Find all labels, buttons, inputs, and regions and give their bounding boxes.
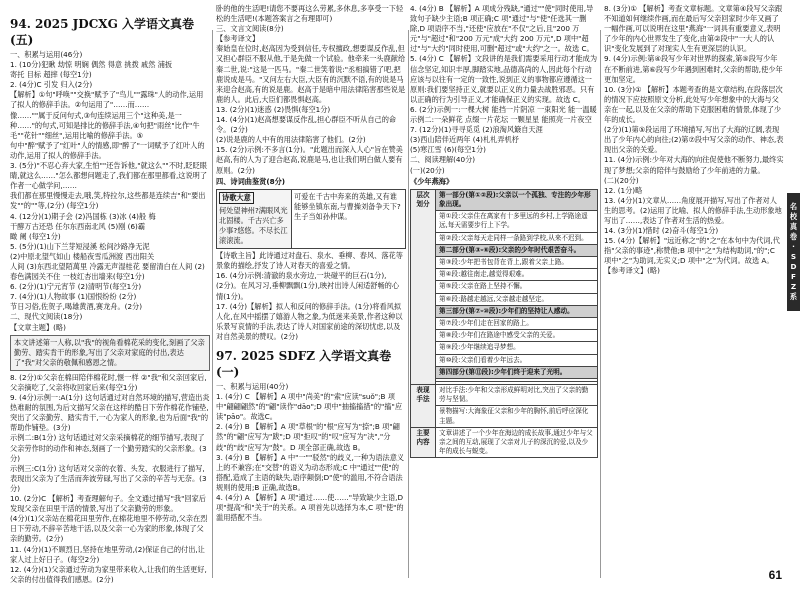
side-tab-char: 校 [789,212,798,221]
para-10: 第⑩段:父亲们看着少年远去。 [436,354,598,366]
col1-lines-2 [10,373,210,585]
text-line: 6. (2分)(1)宁元宵节 (2)清明节(每空1分) [10,282,142,292]
para-7: 第⑦段:少年们走在回家的路上。 [436,317,598,329]
para-6: 第⑥段:路越走越远,父亲越走越坚定。 [436,293,598,305]
text-line: 9. (4分)示例一:A(1分) 这句话通过对自然环境的描写,营造出炎热难耐的氛围,为后文描写父亲在这样的酷日下劳作棉花作铺垫,突出了父亲勤劳、踏实肯干,一心为家人的形象,也为后面"我"的帮助作铺垫。(3分) [10,393,210,433]
text-line: 12. (1分)略 [604,185,643,195]
label-layers: 层次划分 [411,189,436,384]
text-line: (3)西山陪伴近两年 (4)札札弄机杼 [410,135,519,145]
technique-1: 对比手法:少年和父亲形成鲜明对比,突出了父亲的勤劳与坚韧。 [436,384,598,405]
text-line: 14. (3分)(1)惜时 (2)奋斗(每空1分) [604,226,719,236]
text-line: (一)(20分) [410,165,445,175]
text-line: 2. (4分) B 【解析】A 项"草根"的"根"应写为"捺";B 项"翩然"的"翩"应写为"跋";D 项"拒叹"的"叹"应写为"决","分歧"的"歧"应写为"鼓"。D 项全部正确,故选 B。 [216,422,400,452]
para-9: 第⑨段:少年继续追寻梦想。 [436,342,598,354]
text-line: 干酵万古还恐 任尔东西南北风 (5)刚 (6)霸 [10,221,146,231]
col4-lines [604,4,784,277]
text-line: 示例二:B(1分) 这句话通过对父亲采摘棉花的细节描写,表现了父亲劳作时的动作和神态,刻画了一个勤劳踏实的父亲形象。(3分) [10,433,207,463]
para-3: 第③段:少年把书包背在背上,跟着父亲上路。 [436,256,598,268]
text-line: 2. (4分)C 引发 归入(2分) [10,80,93,90]
text-line: 11. (4分)(1)不顾烈日,坚持在地里劳动,(2)保证自己的付出,让家人过上好日子。(每空2分) [10,544,205,564]
col1-lines [10,50,210,333]
text-line: (5)寒江雪 (6)(每空1分) [410,145,486,155]
side-tab-label [787,193,800,311]
text-line: 15. (4分)【解析】"远近称之"的"之"在本句中为代词,代指"父亲的事迹",称赞他;B 项中"之"为结构助词,"的";C 项中"之"为助词,无实义;D 项中"之"为代词。故选 A。 [604,236,780,266]
translation-text: 秦始皇在位时,赵高因为受到信任,专权擅政,想要谋反作乱,但又担心群臣不服从他,于是先做一个试验。他牵来一头鹿献给秦二世,说:"这是一匹马。"秦二世笑着说:"丞相搞错了吧,把鹿说成是马。"又问左右大臣,大臣有的沉默不语,有的说是马来迎合赵高,有的说是鹿。赵高于是暗中用法律陷害那些说是鹿的人。此后,大臣们都畏惧赵高。 [216,44,406,104]
text-line: 【解析】①句"呼唤""交换"赋予了"鸟儿""露珠"人的动作,运用了拟人的修辞手法。②句运用了"……而…… [10,90,204,110]
text-line: 瞰 阑 (每空1分) [10,231,61,241]
col2-poem-lines [216,251,406,342]
text-line: (2)说是鹿的人中有的用法律陷害了他们。(2分) [216,135,366,145]
part1-heading: 第一部分(第①②段):父亲以一个孤独、专注的少年形象出现。 [436,189,598,210]
text-line: 5. (5分)(1)山下兰芽短浸溪 松间沙路净无泥 [10,241,150,251]
paper-title-97: 97. 2025 SDFZ 入学语文真卷(一) [216,349,392,379]
col2-top-lines [216,4,406,44]
text-line: 一、积累与运用(46分) [10,50,83,59]
para-1: 第①段:父亲住在离家有十多里远的乡村,上学路途遥远,每天需要步行上下学。 [436,211,598,232]
text-line: 二、现代文阅读(18分) [10,312,83,322]
text-line: 【参考译文】(略) [604,266,660,276]
text-line: 12. (4分)(1)父亲通过劳动为家里带来收入,让我们的生活更好,父亲的付出值得我们感恩。(2分) [10,564,207,584]
text-line: 三、文言文阅读(8分) [216,24,284,34]
text-line: 13. (4分)(1)文章从……角度展开描写,写出了作者对人生的思考。(2)运用了比喻、拟人的修辞手法,生动形象地写出了……,表达了作者对生活的热爱。 [604,195,782,225]
text-line: 3. (5分)"不忍心弃大家,生怕""还告诉他,"就这么""不时,眨眨眼睛,就这么……"怎么都想问题走了,我们都在那里都看,这说明了作者一心做学问,…… [10,161,208,191]
text-line: 【文章主题】(略) [10,322,66,332]
structure-table [410,189,598,459]
label-technique: 表现手法 [411,384,436,427]
page-number: 61 [768,568,782,582]
column-3 [410,4,598,592]
column-divider-3 [600,30,601,578]
text-line: 7. (12分)(1)寻寻觅觅 (2)浪淘风簸自天涯 [410,125,543,135]
text-line: 8. (2分)①父亲在棉田陪伴棉花时,惬一样 ②"我"和父亲回家后,父亲摘吃了,父亲将收回家后来(每空1分) [10,372,207,392]
poem-box [216,189,406,249]
text-line: 9. (4分)示例:第④段写少年对世界的探索,第⑤段写少年在不断前进,第⑥段写少年遇到困难时,父亲的帮助,使少年更加坚定。 [604,54,783,84]
para-8: 第⑧段:少年们在路途中感受父亲的关爱。 [436,330,598,342]
side-tab-char: Z [790,282,797,291]
text-line: (二)(20分) [604,175,639,185]
side-tab-char: F [791,272,796,281]
summary-box: 本文讲述第一人称,以"我"的视角看棉花采的变化,刻画了父亲勤劳、踏实肯干的形象,写出了父亲对家庭的付出,表达了"我"对父亲的敬佩和感恩之情。 [10,335,210,371]
poem-left [217,190,292,248]
side-tab-char: 卷 [789,232,798,241]
para-2: 第②段:父亲每天走同样一条路到学校,从来不迟到。 [436,232,598,244]
paper-title-94: 94. 2025 JDCXG 入学语文真卷(五) [10,17,195,47]
column-2 [216,4,406,592]
text-line: 3. (4分) B 【解析】A 中"一""驳然"的歧义,一种为语法意义上的不兼容;在"交替"的语义为动态形成;C 中"通过""使"的搭配,造成了主语的缺失,语序颠倒;D"使"的滥用,不符合语法规则的使用;B 正确,故选B。 [216,452,405,492]
text-line: 6. (2分)示例一:一棵大树 能挡一片阴凉 一束阳光 能一温暖 示例二:一朵鲜花 点缀一片花坛 一颗星星 能照亮一片夜空 [410,104,597,125]
text-line: 17. (4分)【解析】拟人和反问的修辞手法。(1分)将看风拟人化,在风中摇摆了嬉游人物之象,为低迷来美景,作者这种以乐景写哀情的手法,表达了诗人对国家前途的深切忧虑,以及对自然美景的赞叹。(2分) [216,301,403,341]
text-line: 节日习俗,佐贺子,喝雄黄酒,赛龙舟。(2分) [10,302,143,312]
text-line: 4. (12分)(1)期子会 (2)冯国栋 (3)冰 (4)般 梅 [10,211,156,221]
col3-lines [410,4,598,176]
text-line: 寄托 目标 超摔 (每空1分) [10,70,92,80]
column-divider-1 [212,30,213,578]
text-line: 【参考译文】 [216,34,260,44]
side-tab-char: · [792,242,795,251]
para-4: 第④段:越往南走,越觉得艰难。 [436,269,598,281]
text-line: (2分)。在风习习,垂柳飘飘(1分),映衬出诗人闲适舒畅的心情(1分)。 [216,281,400,301]
text-line: 4. (4分) B 【解析】A 项成分残缺,"通过""使"同时使用,导致句子缺少主语;B 项正确;C 项"通过"与"使"任选其一删除,D 项语序不当,"还使"应放在"不仅"之后,且"200 万元"与"超过"和"200 万元"成"大约 200 万元",D 项中"超过"与"大约"同时使用,可删"超过"或"大约"之一。故选 C。 [410,4,594,54]
text-line: 二、阅读理解(40分) [410,155,476,165]
text-line: 我们都在那里慢慢走去,哦,笑,特拉尔,这些都是连续吉"和"要出发""的""等,(2分) (每空1分) [10,191,206,211]
text-line: 11. (4分)示例:少年对大海的向往促使他不断努力,最终实现了梦想;父亲的陪伴与鼓励给了少年前进的力量。 [604,155,784,175]
column-1 [10,4,210,592]
poem-section-title: 四、诗词曲鉴赏(8分) [216,176,286,186]
text-line: 10. (3分)① 【解析】本题考查的是文章结构,在段落层次的情况下应按照原文分析,此处写少年想象中的大海与父亲在一起,以及在父亲的帮助下克服困难的情景,体现了少年的成长。 [604,84,783,125]
text-line: (2分)(1)第⑤段运用了环境描写,写出了大海的辽阔,表现出了少年内心的向往;(2)第⑦段中写父亲的动作、神态,表现出父亲的关爱。 [604,125,784,155]
poem-right-text: 可爱在千古中奔来的英雄,又有谁能够坐镇东南,与曹操刘备争天下?生子当如孙仲谋。 [294,191,401,221]
text-line: 16. (4分)示例:清澈的泉水旁边,一块碰平的巨石(1分), [216,271,387,281]
text-line: 卧的他的生活吧!请您不要再这么劳累,多休息,多享受一下轻松的生活吧!(本题答案言之有理即可) [216,4,404,24]
part2-heading: 第二部分(第③-⑥段):父亲的少年时代艰苦奋斗。 [436,244,598,256]
technique-2: 景物描写:大海象征父亲和少年的胸怀,前后呼应深化主题。 [436,406,598,427]
part4-heading: 第四部分(第⑪段):少年们终于迎来了光明。 [436,366,598,378]
side-tab-char: 名 [789,202,798,211]
label-content: 主要内容 [411,427,436,458]
text-line: 13. (2分)(1)迷惑 (2)畏惧(每空1分) [216,104,331,114]
poem-head: 诗歌大意 [219,192,254,204]
text-line: 14. (4分)(1)赵高想要谋反作乱,担心群臣不听从自己的命令。(2分) [216,115,397,135]
reading-title: 《少年燕海》 [410,176,454,186]
poem-left-text: 何处望神州?满眼风光北固楼。千古兴亡多少事?悠悠。不尽长江滚滚流。 [219,205,288,246]
text-line: 10. (2分)C 【解析】考查理解句子。全文通过描写"我"回家后发现父亲在田里干活的情景,写出了父亲勤劳的形象。 [10,494,206,514]
main-content: 文章讲述了一个少年在海边的成长故事,通过少年与父亲之间的互动,展现了父亲对儿子的深沉的爱,以及少年的成长与蜕变。 [436,427,598,458]
col2-qa [216,105,406,176]
column-divider-2 [408,30,409,578]
text-line: 7. (4分)(1)人物故事 (1)国恨纷纷 (2分) [10,292,137,302]
text-line: 人间 (3)东西北望陌萬里 冷露无声湿桂花 要留清白在人间 (2)春色满园关不住 一枝红杏出墙来(每空1分) [10,261,205,282]
part3-heading: 第三部分(第⑦-⑩段):少年们的坚持让人感动。 [436,305,598,317]
text-line: 【诗歌主旨】此诗通过对盘石、泉水、垂柳、春风、落花等景象的描绘,抒发了诗人对春天的喜爱之情。 [216,251,403,271]
text-line: 示例三:C(1分) 这句话对父亲的衣着、头发、衣服进行了描写,表现出父亲为了生活而奔波劳碌,写出了父亲的辛苦与无奈。(3分) [10,463,207,493]
side-tab-char: S [790,252,797,261]
para-5: 第⑤段:父亲在路上坚持不懈。 [436,281,598,293]
text-line: (2)中原北望气如山 楼船夜雪瓜洲渡 西出阳关 [10,251,155,261]
side-tab-char: 真 [789,222,798,231]
text-line: 一、积累与运用(40分) [216,382,289,391]
col2-lines-2 [216,382,406,523]
text-line: 1. (4分) C 【解析】A 项中"尚美"的"索"应读"suǒ";B 项中"翩翩翩然"的"翩"读作"dāo";D 项中"抽搐搐措"的"搐"应读"pāo"。故选C。 [216,392,403,422]
side-tab-char: D [790,262,797,271]
column-4 [604,4,784,592]
text-line: 8. (3分)① 【解析】考查文章标题。文章第④段写父亲跟不知道如何继续作画,而在最后写父亲回家时少年又画了一幅作画,可以说明在这里"燕海"一词具有重要意义,表明了少年的内心世界发生了变化,由第②段中"一大人的认识"变化发展到了对现实人生有更深层的认识。 [604,4,783,54]
text-line: 句中"醉"赋予了"红叶"人的情感,即"醉了"一词赋予了红叶人的动作,运用了拟人的修辞手法。 [10,140,205,160]
text-line: 4. (4分) A 【解析】A 项"通过……使……"导致缺少主语,D 项"提高"和"关于"的关系。A 项首先以选择为本,C 项"使"的滥用搭配不当。 [216,493,404,523]
text-line: (4分)(1)父亲站在棉花田里劳作,在棉花地里不停劳动,父亲在烈日下劳动,不辞辛苦地干活,以及父亲一心为家的形象,体现了父亲的勤劳。(2分) [10,514,208,544]
side-tab-char: 系 [789,292,798,301]
text-line: 像……""属于反问句式,③句连续运用三个"这种美,是一种……"的句式,可知是排比的修辞手法,④句把"雨丝"比作"牛毛""花针""细丝",运用比喻的修辞手法。⑤ [10,110,200,140]
text-line: 15. (2分)示例:不多言(1分)。"此题出而深入人心"旨在赞美赵高,有的人为了迎合赵高,说鹿是马,也让我们明白做人要有原则。(2分) [216,145,403,175]
text-line: 5. (4分) C 【解析】文段讲的是我们需要采用行动才能成为信念坚定,知识丰厚,脚踏实地,品德高尚的人,因此每个行动应该与以往有一定的一致性,说到正义的事物都应遵循这一原则:我们要坚持正义,就要以正义的力量去战胜邪恶。只有以正确的行为引导正义,才能确保正义的实现。故选 C。 [410,54,598,104]
text-line: 1. (10分)犯瞅 劫惊 明娴 偶然 得意 挑拨 戚然 浦扳 [10,60,173,70]
